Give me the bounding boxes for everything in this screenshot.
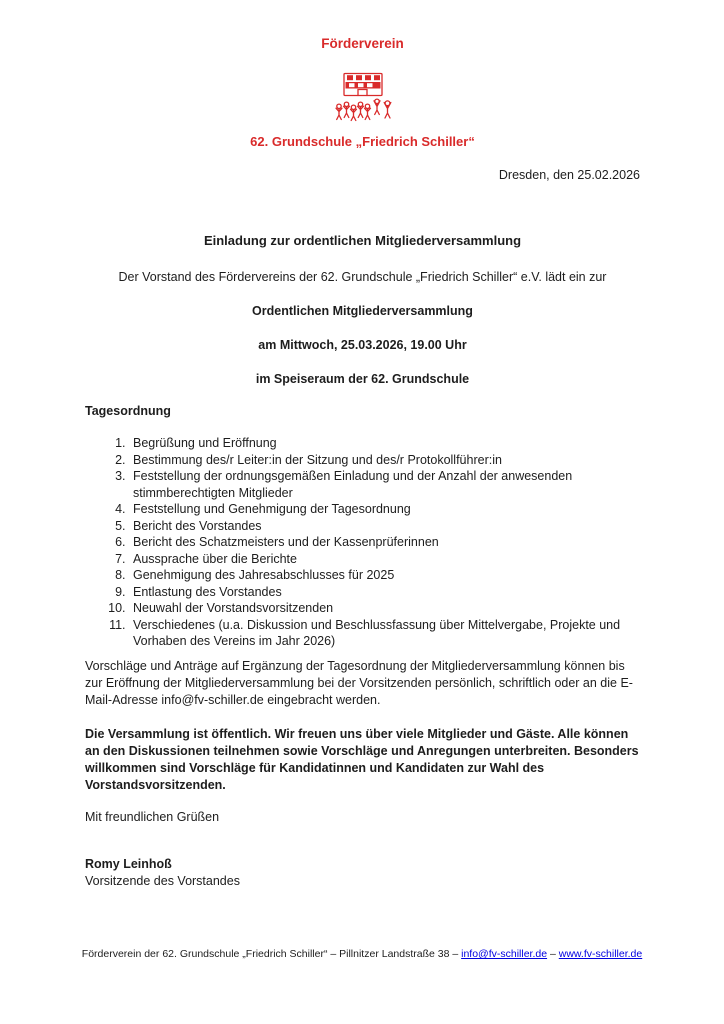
footer xyxy=(0,947,724,961)
footer-separator: – xyxy=(547,948,559,960)
footer-email-link[interactable]: info@fv-schiller.de xyxy=(461,948,548,960)
invitation-intro: Der Vorstand des Fördervereins der 62. Grundschule „Friedrich Schiller“ e.V. lädt ein zur xyxy=(118,270,607,284)
org-title: Förderverein xyxy=(321,36,404,51)
event-location: im Speiseraum der 62. Grundschule xyxy=(255,372,470,386)
invitation-title: Einladung zur ordentlichen Mitgliederversammlung xyxy=(203,233,522,248)
agenda-item: 4. Feststellung und Genehmigung der Tagesordnung xyxy=(129,501,640,518)
agenda-item: 7. Aussprache über die Berichte xyxy=(129,551,640,568)
signature-block xyxy=(85,856,640,890)
agenda-item: 8. Genehmigung des Jahresabschlusses für 2025 xyxy=(129,567,640,584)
proposals-paragraph: Vorschläge und Anträge auf Ergänzung der Tagesordnung der Mitgliederversammlung können bis zur Eröffnung der Mitgliederversammlung bei der Vorsitzenden persönlich, schriftlich oder an die E-Mail-Adresse info@fv-schiller.de eingebracht werden. xyxy=(85,658,633,707)
agenda-item: 6. Bericht des Schatzmeisters und der Kassenprüferinnen xyxy=(129,534,640,551)
footer-text: Förderverein der 62. Grundschule „Friedrich Schiller“ – Pillnitzer Landstraße 38 – xyxy=(81,948,462,960)
school-building-children-icon xyxy=(331,72,395,122)
agenda-item: 1. Begrüßung und Eröffnung xyxy=(129,435,640,452)
agenda-heading: Tagesordnung xyxy=(85,404,171,418)
agenda-item: 3. Feststellung der ordnungsgemäßen Einladung und der Anzahl der anwesenden stimmberechtigten Mitglieder xyxy=(129,468,640,501)
agenda-item: 10. Neuwahl der Vorstandsvorsitzenden xyxy=(129,600,640,617)
date-line: Dresden, den 25.02.2026 xyxy=(498,168,640,182)
stick-figure-children xyxy=(336,99,391,120)
agenda-list xyxy=(85,435,640,650)
school-name: 62. Grundschule „Friedrich Schiller“ xyxy=(250,134,475,149)
public-notice-paragraph: Die Versammlung ist öffentlich. Wir freuen uns über viele Mitglieder und Gäste. Alle können an den Diskussionen teilnehmen sowie Vorschläge und Anregungen unterbreiten. Besonders willkommen sind Vorschläge für Kandidatinnen und Kandidaten zur Wahl des Vorstandsvorsitzenden. xyxy=(85,726,639,792)
event-name: Ordentlichen Mitgliederversammlung xyxy=(252,304,473,318)
foerderverein-logo xyxy=(85,72,640,122)
school-building xyxy=(344,74,382,96)
footer-website-link[interactable]: www.fv-schiller.de xyxy=(558,948,643,960)
signature-name: Romy Leinhoß xyxy=(85,856,172,871)
agenda-item: 2. Bestimmung des/r Leiter:in der Sitzung und des/r Protokollführer:in xyxy=(129,452,640,469)
agenda-item: 5. Bericht des Vorstandes xyxy=(129,518,640,535)
event-datetime: am Mittwoch, 25.03.2026, 19.00 Uhr xyxy=(258,338,467,352)
agenda-item: 9. Entlastung des Vorstandes xyxy=(129,584,640,601)
signature-role: Vorsitzende des Vorstandes xyxy=(85,873,240,888)
closing-line: Mit freundlichen Grüßen xyxy=(85,809,220,824)
agenda-item: 11. Verschiedenes (u.a. Diskussion und Beschlussfassung über Mittelvergabe, Projekte und Vorhaben des Vereins im Jahr 2026) xyxy=(129,617,640,650)
